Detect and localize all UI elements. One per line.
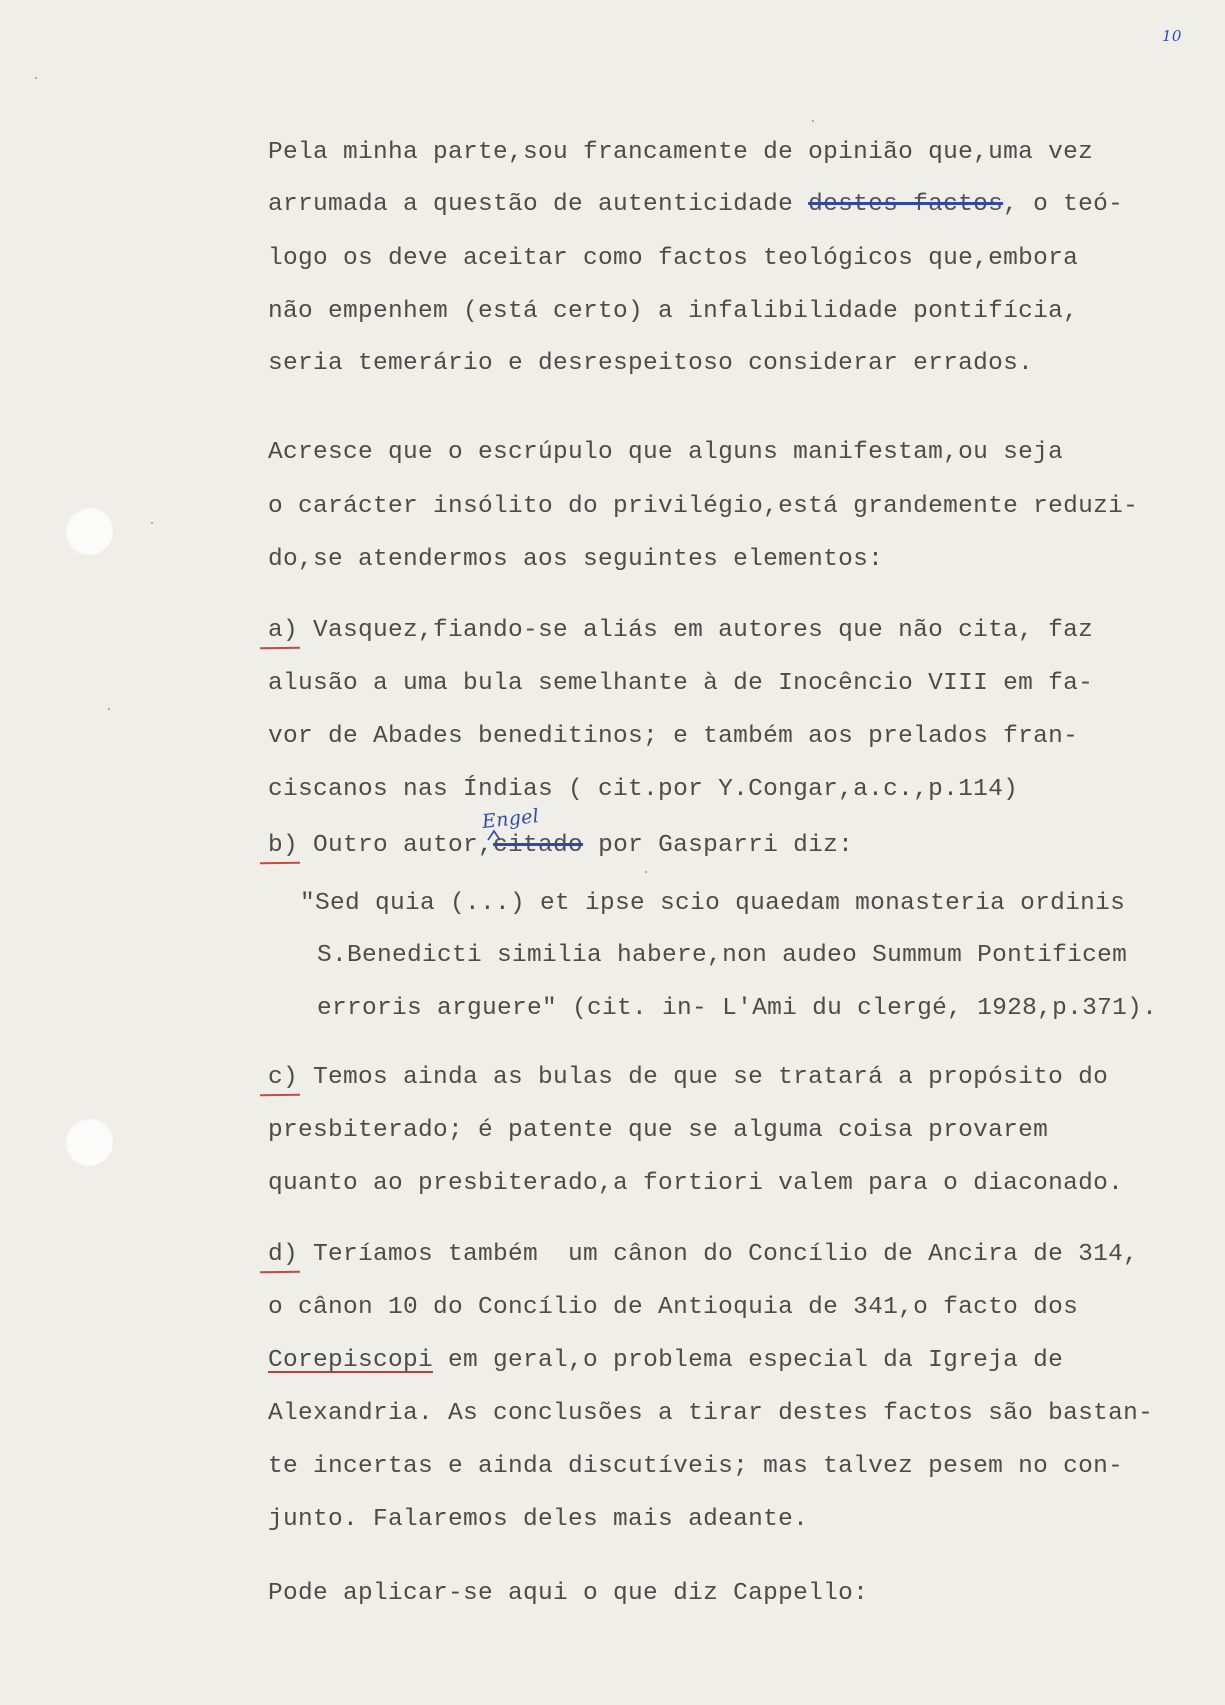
item-d-line-6: junto. Falaremos deles mais adeante.: [268, 1506, 809, 1533]
handwritten-insertion: Engel: [481, 805, 541, 833]
item-a-line-3: vor de Abades beneditinos; e também aos prelados fran-: [268, 723, 1079, 750]
item-d-line-3-text: em geral,o problema especial da Igreja de: [433, 1347, 1064, 1374]
quote-line-3: erroris arguere" (cit. in- L'Ami du clergé, 1928,p.371).: [317, 995, 1158, 1022]
page-number: 10: [1162, 27, 1182, 45]
item-d-line-2: o cânon 10 do Concílio de Antioquia de 341,o facto dos: [268, 1294, 1079, 1321]
item-d-text: Teríamos também um cânon do Concílio de Ancira de 314,: [298, 1241, 1139, 1268]
item-d-line-3: [268, 1346, 1063, 1376]
paper-speck: [35, 77, 37, 79]
item-b-text: Outro autor,: [298, 832, 494, 859]
p1-line-2-text: arrumada a questão de autenticidade: [268, 191, 809, 218]
item-b-line-1: [268, 831, 853, 861]
item-c-line-3: quanto ao presbiterado,a fortiori valem para o diaconado.: [268, 1170, 1124, 1197]
item-d-line-5: te incertas e ainda discutíveis; mas talvez pesem no con-: [268, 1453, 1124, 1480]
p1-line-4: não empenhem (está certo) a infalibilidade pontifícia,: [268, 298, 1079, 325]
item-a-line-4: ciscanos nas Índias ( cit.por Y.Congar,a.c.,p.114): [268, 776, 1019, 803]
item-d-line-1: [268, 1240, 1138, 1270]
item-c-marker: c): [268, 1064, 299, 1091]
struck-word: citado: [493, 832, 584, 859]
item-a-marker: a): [268, 617, 299, 644]
paper-speck: [645, 871, 647, 873]
quote-line-2: S.Benedicti similia habere,non audeo Summum Pontificem: [317, 942, 1128, 969]
item-b-text-end: por Gasparri diz:: [583, 832, 854, 859]
p1-line-2-end: , o teó-: [1003, 191, 1124, 218]
struck-phrase: destes factos: [808, 191, 1004, 218]
item-a-line-2: alusão a uma bula semelhante à de Inocêncio VIII em fa-: [268, 670, 1094, 697]
item-c-line-2: presbiterado; é patente que se alguma coisa provarem: [268, 1117, 1049, 1144]
closing-line: Pode aplicar-se aqui o que diz Cappello:: [268, 1580, 869, 1607]
p2-line-3: do,se atendermos aos seguintes elementos:: [268, 546, 884, 573]
item-b-marker: b): [268, 832, 299, 859]
p1-line-1: Pela minha parte,sou francamente de opinião que,uma vez: [268, 139, 1094, 166]
punch-hole-top: [65, 507, 113, 555]
punch-hole-bottom: [65, 1118, 113, 1166]
p2-line-2: o carácter insólito do privilégio,está grandemente reduzi-: [268, 493, 1139, 520]
item-a-text: Vasquez,fiando-se aliás em autores que não cita, faz: [298, 617, 1094, 644]
item-d-marker: d): [268, 1241, 299, 1268]
p1-line-2: [268, 190, 1123, 220]
quote-line-1: "Sed quia (...) et ipse scio quaedam monasteria ordinis: [300, 890, 1126, 917]
paper-speck: [151, 522, 153, 524]
item-a-line-1: [268, 616, 1093, 646]
p1-line-5: seria temerário e desrespeitoso considerar errados.: [268, 350, 1034, 377]
p1-line-3: logo os deve aceitar como factos teológicos que,embora: [268, 245, 1079, 272]
underlined-term: Corepiscopi: [268, 1347, 434, 1374]
item-d-line-4: Alexandria. As conclusões a tirar destes factos são bastan-: [268, 1400, 1154, 1427]
item-c-text: Temos ainda as bulas de que se tratará a propósito do: [298, 1064, 1109, 1091]
paper-speck: [812, 120, 814, 122]
item-c-line-1: [268, 1063, 1108, 1093]
p2-line-1: Acresce que o escrúpulo que alguns manifestam,ou seja: [268, 439, 1064, 466]
paper-speck: [108, 708, 110, 710]
